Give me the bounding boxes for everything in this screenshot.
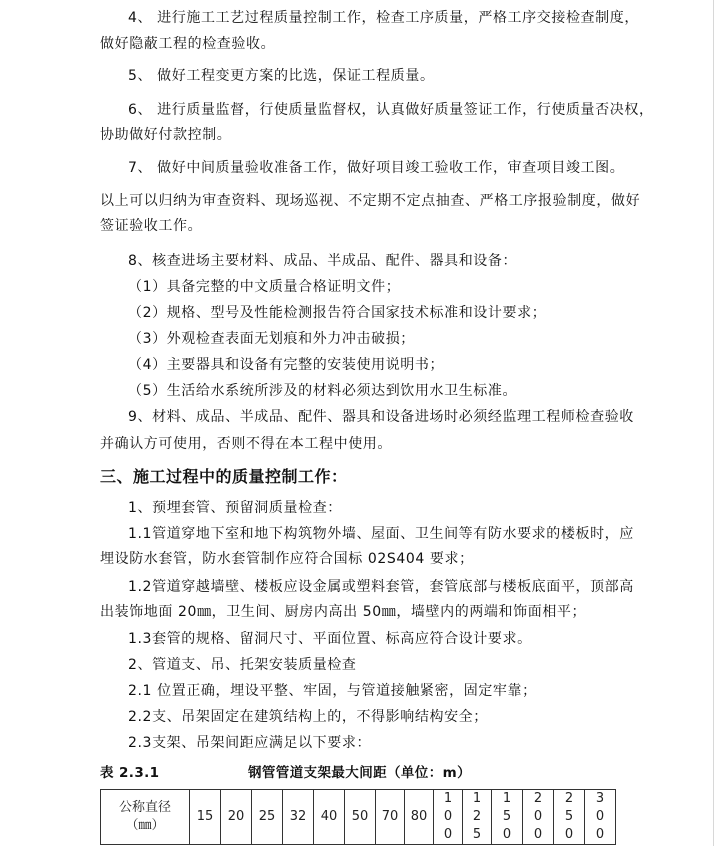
table-cell: 25 bbox=[252, 790, 283, 845]
paragraph-line: 9、材料、成品、半成品、配件、器具和设备进场时必须经监理工程师检查验收 bbox=[128, 409, 634, 425]
table-cell: 32 bbox=[283, 790, 314, 845]
page-edge-divider bbox=[713, 0, 714, 846]
section-line: 埋设防水套管，防水套管制作应符合国标 02S404 要求； bbox=[100, 551, 474, 567]
paragraph-line: 8、核查进场主要材料、成品、半成品、配件、器具和设备： bbox=[128, 253, 518, 269]
header-line: 公称直径 bbox=[118, 800, 171, 815]
table-cell bbox=[434, 790, 463, 845]
list-item: （2）规格、型号及性能检测报告符合国家技术标准和设计要求； bbox=[128, 305, 547, 321]
paragraph-line: 协助做好付款控制。 bbox=[100, 127, 232, 143]
table-cell bbox=[554, 790, 585, 845]
paragraph-line: 6、 进行质量监督，行使质量监督权，认真做好质量签证工作，行使质量否决权， bbox=[128, 102, 654, 118]
header-unit: （㎜） bbox=[125, 818, 165, 833]
cell-value: 250 bbox=[564, 791, 574, 842]
section-line: 2.1 位置正确，埋设平整、牢固，与管道接触紧密，固定牢靠； bbox=[128, 683, 537, 699]
section-line: 2.2支、吊架固定在建筑结构上的，不得影响结构安全； bbox=[128, 709, 488, 725]
paragraph-line: 4、 进行施工工艺过程质量控制工作，检查工序质量，严格工序交接检查制度， bbox=[128, 10, 639, 26]
cell-value: 300 bbox=[595, 791, 605, 842]
table-cell: 80 bbox=[405, 790, 434, 845]
table-cell bbox=[585, 790, 616, 845]
list-item: （5）生活给水系统所涉及的材料必须达到饮用水卫生标准。 bbox=[128, 383, 518, 399]
paragraph-line: 签证验收工作。 bbox=[100, 218, 203, 234]
cell-value: 100 bbox=[443, 791, 453, 842]
table-row bbox=[101, 790, 616, 845]
paragraph-line: 做好隐蔽工程的检查验收。 bbox=[100, 36, 276, 52]
section-line: 1.2管道穿越墙壁、楼板应设金属或塑料套管，套管底部与楼板底面平，顶部高 bbox=[128, 579, 634, 595]
section-heading: 三、施工过程中的质量控制工作： bbox=[100, 467, 348, 486]
paragraph-line: 以上可以归纳为审查资料、现场巡视、不定期不定点抽查、严格工序报验制度，做好 bbox=[100, 193, 641, 209]
table-caption-label: 表 2.3.1 bbox=[100, 765, 160, 781]
table-cell: 70 bbox=[376, 790, 405, 845]
table-cell bbox=[463, 790, 492, 845]
paragraph-line: 5、 做好工程变更方案的比选，保证工程质量。 bbox=[128, 68, 435, 84]
cell-value: 200 bbox=[533, 791, 543, 842]
section-line: 1.3套管的规格、留洞尺寸、平面位置、标高应符合设计要求。 bbox=[128, 631, 532, 647]
table-cell: 20 bbox=[221, 790, 252, 845]
table-cell bbox=[492, 790, 523, 845]
paragraph-line: 7、 做好中间质量验收准备工作，做好项目竣工验收工作，审查项目竣工图。 bbox=[128, 160, 625, 176]
list-item: （1）具备完整的中文质量合格证明文件； bbox=[128, 279, 401, 295]
section-line: 1.1管道穿地下室和地下构筑物外墙、屋面、卫生间等有防水要求的楼板时，应 bbox=[128, 526, 634, 542]
section-line: 2.3支架、吊架间距应满足以下要求： bbox=[128, 735, 372, 751]
section-line: 1、预埋套管、预留洞质量检查： bbox=[128, 500, 342, 516]
list-item: （4）主要器具和设备有完整的安装使用说明书； bbox=[128, 357, 445, 373]
section-line: 出装饰地面 20㎜，卫生间、厨房内高出 50㎜，墙壁内的两端和饰面相平； bbox=[100, 604, 587, 620]
table-cell: 50 bbox=[345, 790, 376, 845]
table-caption-title: 钢管管道支架最大间距（单位：m） bbox=[248, 765, 471, 781]
table-cell: 15 bbox=[190, 790, 221, 845]
paragraph-line: 并确认方可使用，否则不得在本工程中使用。 bbox=[100, 436, 392, 452]
list-item: （3）外观检查表面无划痕和外力冲击破损； bbox=[128, 331, 415, 347]
support-spacing-table bbox=[100, 789, 616, 845]
cell-value: 125 bbox=[472, 791, 482, 842]
table-cell: 40 bbox=[314, 790, 345, 845]
section-line: 2、管道支、吊、托架安装质量检查 bbox=[128, 657, 357, 673]
table-cell bbox=[523, 790, 554, 845]
cell-value: 150 bbox=[502, 791, 512, 842]
table-header-cell bbox=[101, 790, 190, 845]
